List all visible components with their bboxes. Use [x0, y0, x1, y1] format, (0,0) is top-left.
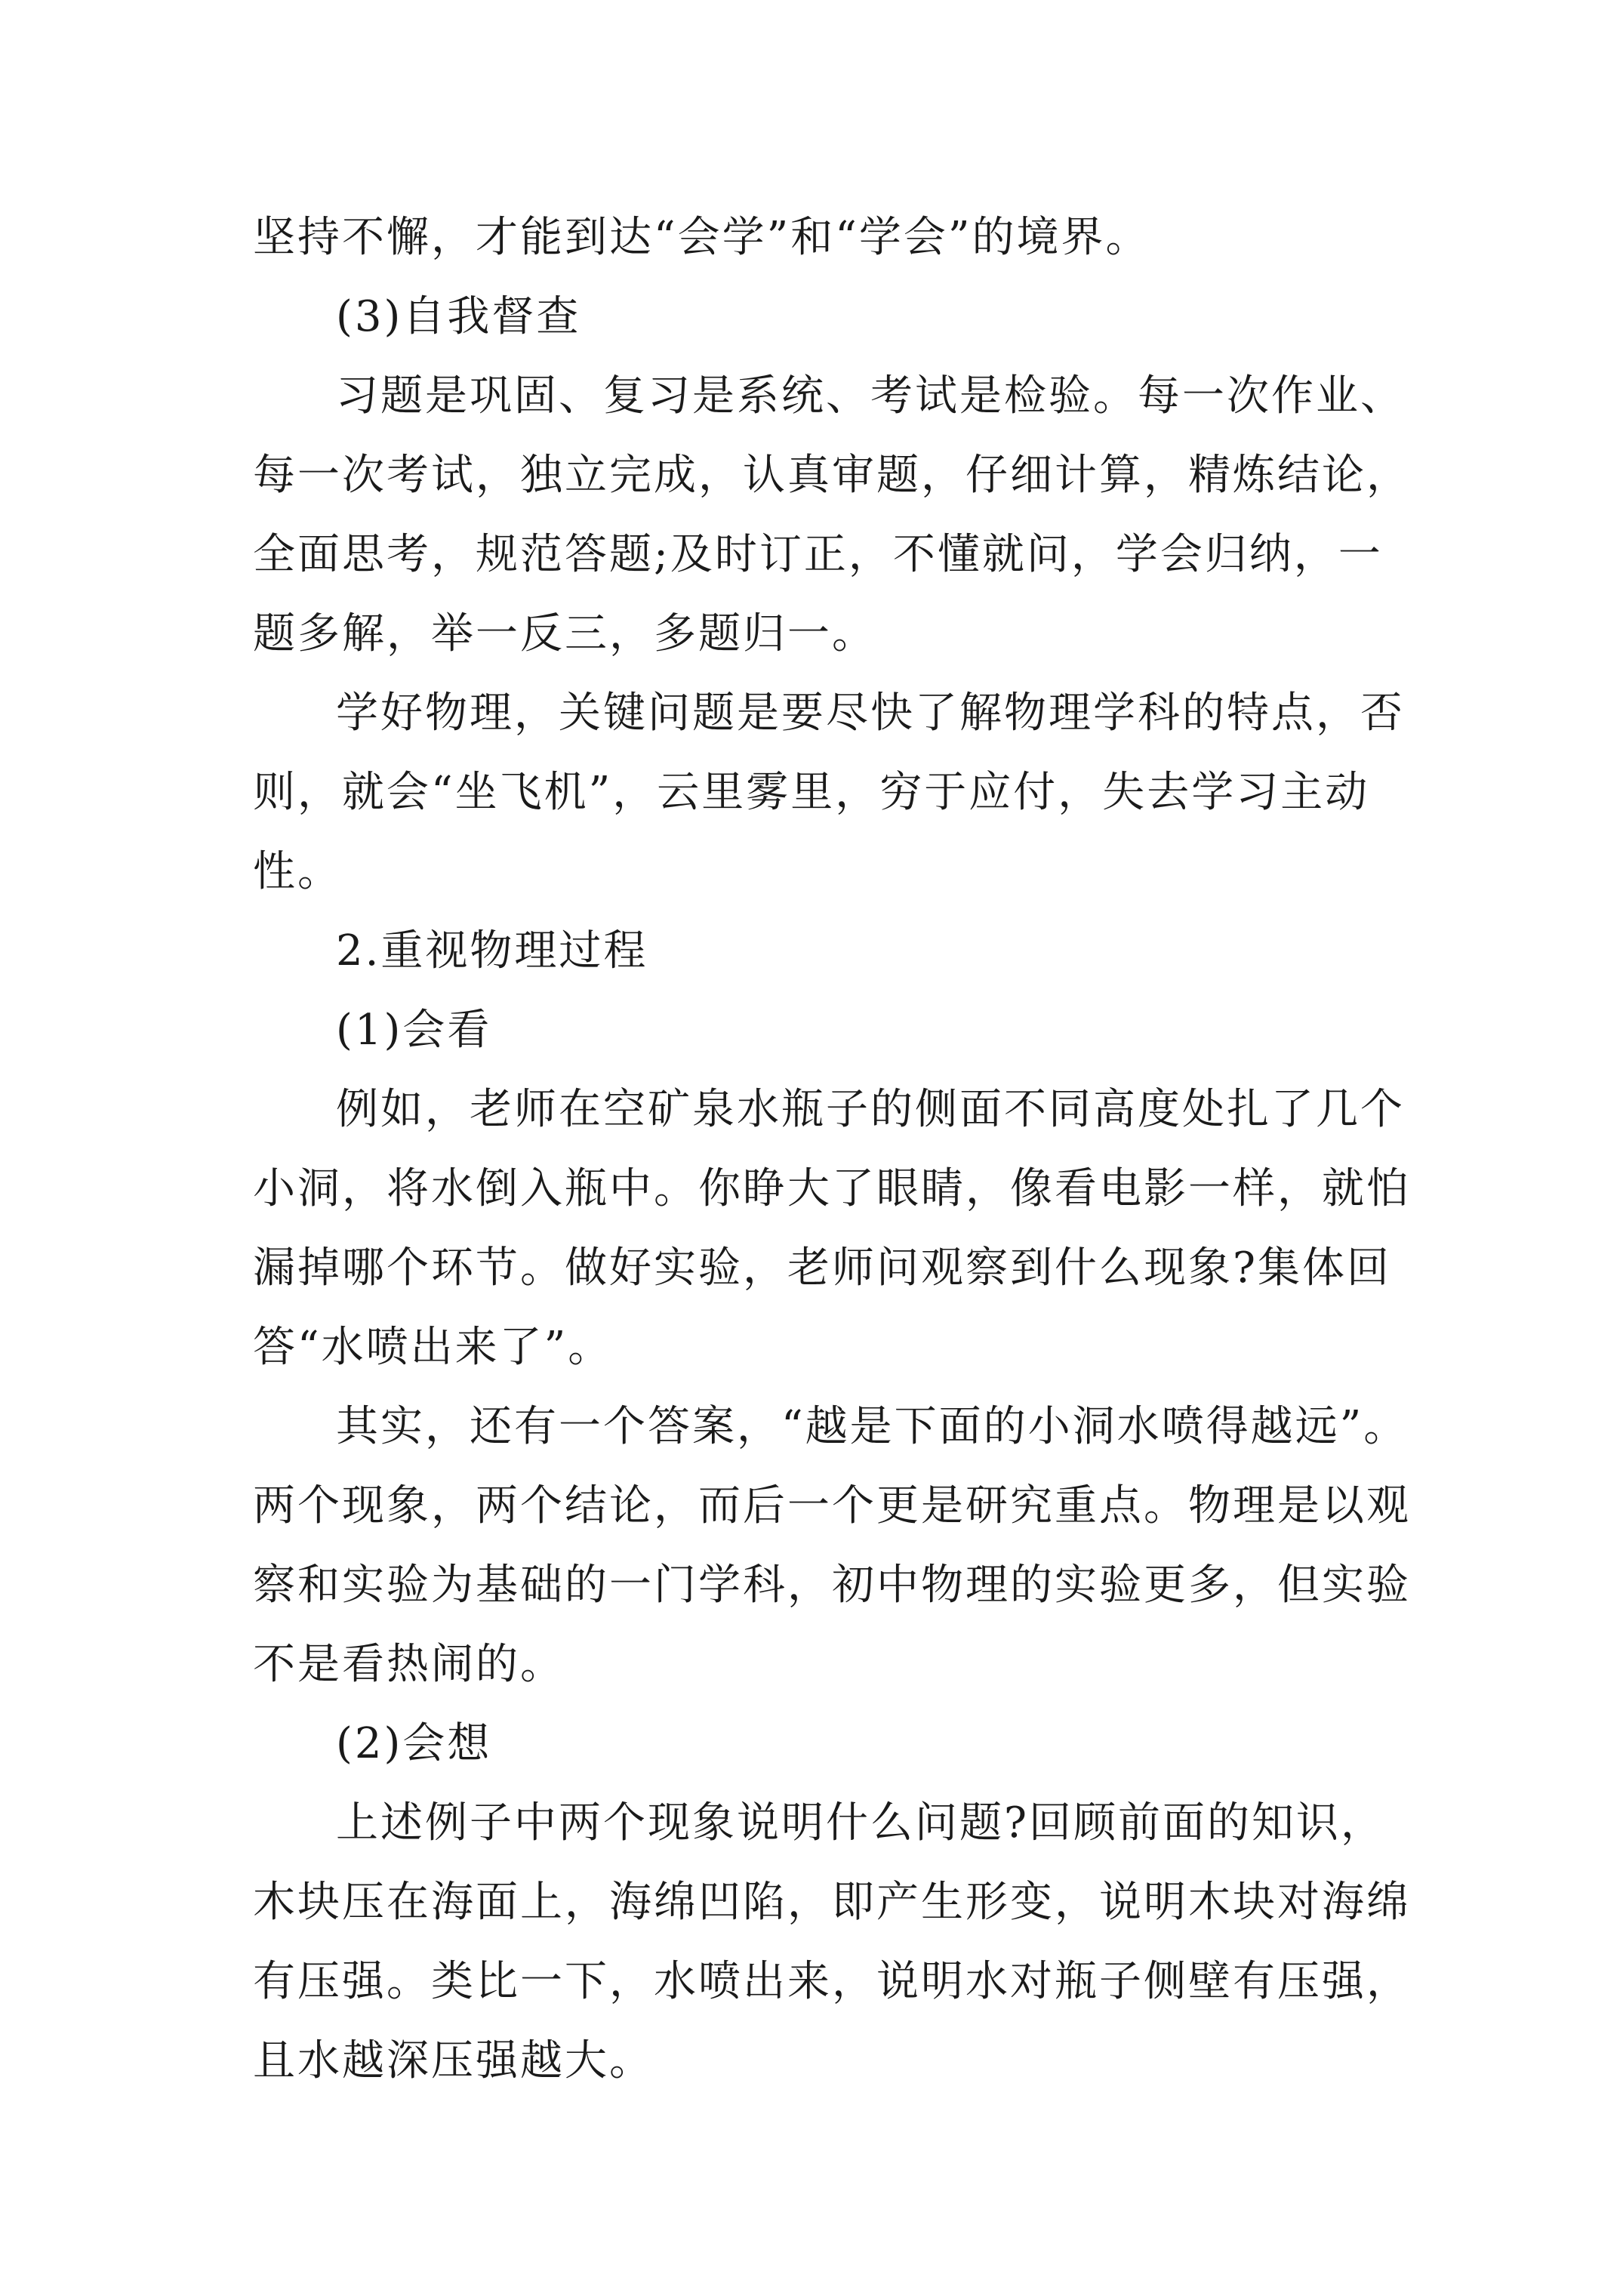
text-line: 则，就会“坐飞机”，云里雾里，穷于应付，失去学习主动 [253, 768, 1370, 817]
text-line: 习题是巩固、复习是系统、考试是检验。每一次作业、 [336, 371, 1405, 421]
text-line: 且水越深压强越大。 [253, 2036, 654, 2085]
text-line: 有压强。类比一下，水喷出来，说明水对瓶子侧壁有压强， [253, 1957, 1411, 2006]
text-line: 木块压在海面上，海绵凹陷，即产生形变，说明木块对海绵 [253, 1878, 1411, 1927]
text-line: 两个现象，两个结论，而后一个更是研究重点。物理是以观 [253, 1481, 1411, 1530]
text-line: 上述例子中两个现象说明什么问题?回顾前面的知识， [336, 1798, 1386, 1848]
text-line: 学好物理，关键问题是要尽快了解物理学科的特点，否 [336, 689, 1405, 738]
subheading-observe: (1)会看 [336, 1006, 492, 1055]
text-line: 小洞，将水倒入瓶中。你睁大了眼睛，像看电影一样，就怕 [253, 1164, 1411, 1213]
text-line: 漏掉哪个环节。做好实验，老师问观察到什么现象?集体回 [253, 1244, 1392, 1293]
text-line: 不是看热闹的。 [253, 1640, 565, 1689]
text-line: 题多解，举一反三，多题归一。 [253, 609, 876, 658]
text-line: 答“水喷出来了”。 [253, 1323, 613, 1372]
text-line: 每一次考试，独立完成，认真审题，仔细计算，精炼结论， [253, 451, 1411, 500]
subheading-self-check: (3)自我督查 [336, 292, 581, 341]
text-line: 其实，还有一个答案，“越是下面的小洞水喷得越远”。 [336, 1402, 1409, 1451]
text-line: 坚持不懈，才能到达“会学”和“学会”的境界。 [253, 213, 1150, 262]
subheading-think: (2)会想 [336, 1719, 492, 1768]
text-line: 察和实验为基础的一门学科，初中物理的实验更多，但实验 [253, 1561, 1411, 1610]
text-line: 全面思考，规范答题;及时订正，不懂就问，学会归纳，一 [253, 530, 1383, 579]
text-line: 例如，老师在空矿泉水瓶子的侧面不同高度处扎了几个 [336, 1085, 1405, 1134]
text-line: 性。 [253, 847, 342, 896]
section-heading: 2.重视物理过程 [336, 926, 648, 975]
